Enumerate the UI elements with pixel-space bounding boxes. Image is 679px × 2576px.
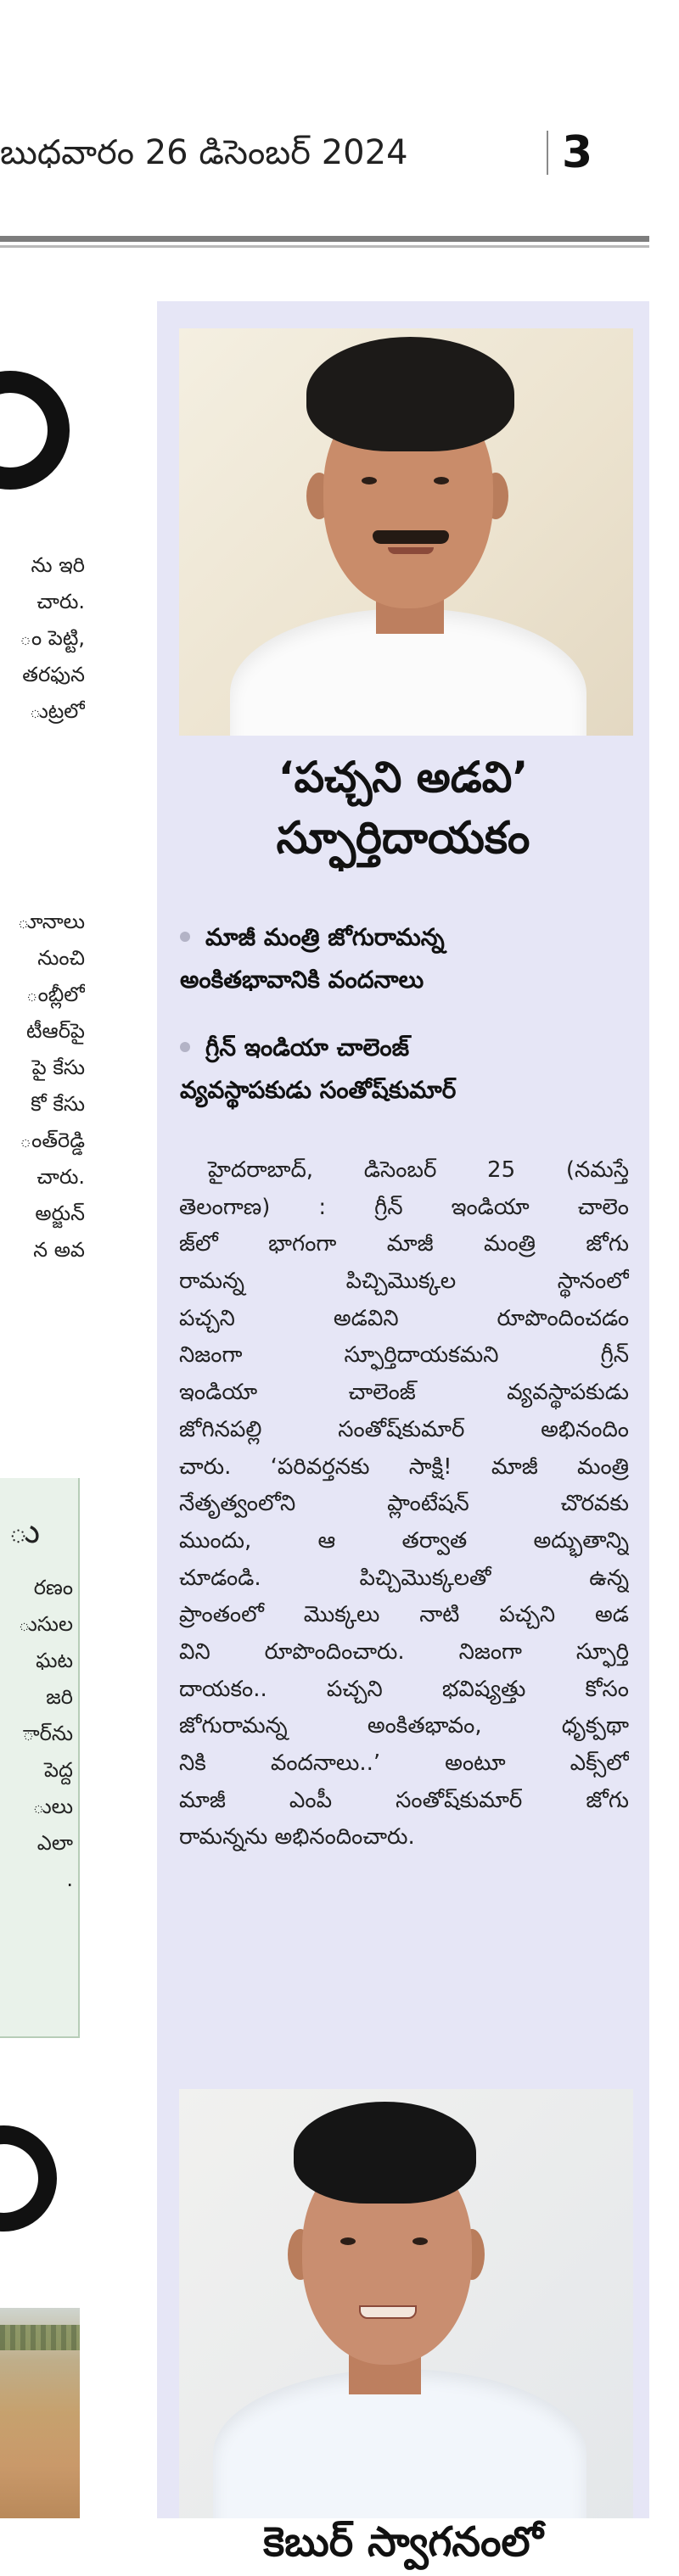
text-line: ను ఇరి xyxy=(31,553,85,577)
subhead-bullet xyxy=(180,916,621,1001)
article-line: పచ్చని అడవిని రూపొందించడం xyxy=(179,1305,629,1331)
box-heading-fragment: ు xyxy=(8,1512,40,1551)
headline-fragment-glyph xyxy=(0,2125,57,2232)
text-line: ుట్రలో xyxy=(29,699,85,723)
article-line: చూడండి. పిచ్చిమొక్కలతో ఉన్న xyxy=(179,1565,629,1591)
portrait-photo-jogu-ramanna xyxy=(179,328,633,736)
text-line: ంత్‌రెడ్డి xyxy=(20,1128,85,1152)
text-line: ఎలా xyxy=(36,1831,73,1855)
bullet-line: మాజీ మంత్రి జోగురామన్న xyxy=(205,923,445,951)
text-line: అర్జున్ xyxy=(35,1201,85,1225)
text-line: నుంచి xyxy=(37,946,85,970)
header-rule-thick xyxy=(0,236,649,242)
article-line: దాయకం.. పచ్చని భవిష్యత్తు కోసం xyxy=(179,1676,629,1702)
article-line: జోగినపల్లి సంతోష్‌కుమార్‌ అభినందిం xyxy=(179,1416,629,1442)
article-line: హైదరాబాద్‌, డిసెంబర్‌ 25 (నమస్తే xyxy=(208,1157,629,1183)
page-number: 3 xyxy=(562,127,593,178)
text-line: తరఫున xyxy=(22,663,85,686)
header-separator xyxy=(547,131,548,175)
left-sidebar-box xyxy=(0,1478,80,2038)
text-line: . xyxy=(66,1868,73,1891)
feature-headline xyxy=(157,747,649,869)
left-article-fragment-1 xyxy=(0,547,85,730)
headline-line: ‘పచ్చని అడవి’ xyxy=(278,753,529,802)
text-line: కో కేసు xyxy=(31,1092,85,1116)
text-line: పెద్ద xyxy=(43,1758,73,1782)
text-line: ఘట xyxy=(36,1649,73,1672)
text-line: ూనాలు xyxy=(17,910,85,933)
article-line: ఇండియా చాలెంజ్‌ వ్యవస్థాపకుడు xyxy=(179,1380,629,1406)
article-line: జోగురామన్న అంకితభావం, ధృక్పథా xyxy=(179,1713,629,1739)
article-line: మాజీ ఎంపీ సంతోష్‌కుమార్‌ జోగు xyxy=(179,1787,629,1813)
bullet-icon xyxy=(180,932,190,942)
text-line: ుసుల xyxy=(18,1612,73,1636)
edition-date: బుధవారం 26 డిసెంబర్ 2024 xyxy=(0,133,408,172)
article-line: చారు. ‘పరివర్తనకు సాక్షి! మాజీ మంత్రి xyxy=(179,1453,629,1480)
text-line: ం పెట్టి, xyxy=(20,626,85,650)
text-line: టీఆర్‌పై xyxy=(26,1019,85,1043)
text-line: రణం xyxy=(33,1576,73,1599)
article-line: రామన్న పిచ్చిమొక్కల స్థానంలో xyxy=(179,1268,629,1295)
bullet-line: అంకితభావానికి వందనాలు xyxy=(180,966,424,994)
article-line: నిజంగా స్ఫూర్తిదాయకమని గ్రీన్‌ xyxy=(179,1342,629,1369)
bullet-icon xyxy=(180,1042,190,1052)
text-line: ార్‌ను xyxy=(22,1722,73,1745)
left-article-fragment-2 xyxy=(0,904,85,1268)
article-line: నికి వందనాలు..’ అంటూ ఎక్స్‌లో xyxy=(179,1750,629,1776)
text-line: జరి xyxy=(46,1685,73,1709)
headline-line: స్ఫూర్తిదాయకం xyxy=(276,813,530,864)
subhead-bullet xyxy=(180,1027,621,1112)
headline-fragment-glyph xyxy=(0,371,70,490)
text-line: ంబ్లీలో xyxy=(25,983,85,1006)
bullet-line: గ్రీన్‌ ఇండియా చాలెంజ్‌ xyxy=(205,1033,410,1061)
bullet-line: వ్యవస్థాపకుడు సంతోష్‌కుమార్‌ xyxy=(180,1076,457,1104)
text-line: పై కేసు xyxy=(31,1056,85,1079)
article-body xyxy=(179,1152,629,1856)
article-line: నేతృత్వంలోని ప్లాంటేషన్‌ చొరవకు xyxy=(179,1491,629,1517)
text-line: ులు xyxy=(32,1795,73,1818)
article-line: ముందు, ఆ తర్వాత అద్భుతాన్ని xyxy=(179,1527,629,1554)
next-feature-headline: కెబుర్ స్వాగనంలో xyxy=(263,2518,543,2566)
header-rule-thin xyxy=(0,245,649,248)
article-line: రామన్నను అభినందించారు. xyxy=(179,1824,415,1851)
article-line: విని రూపొందించారు. నిజంగా స్ఫూర్తి xyxy=(179,1638,629,1665)
text-line: చారు. xyxy=(36,1165,85,1189)
page-header xyxy=(0,127,679,178)
text-line: చారు. xyxy=(36,590,85,613)
portrait-photo-second xyxy=(179,2089,633,2518)
article-line: తెలంగాణ) : గ్రీన్‌ ఇండియా చాలెం xyxy=(179,1194,629,1220)
text-line: న అవ xyxy=(33,1238,85,1262)
article-line: జ్‌లో భాగంగా మాజీ మంత్రి జోగు xyxy=(179,1231,629,1257)
plantation-photo-fragment xyxy=(0,2308,80,2518)
article-line: ప్రాంతంలో మొక్కలు నాటి పచ్చని అడ xyxy=(179,1602,629,1628)
